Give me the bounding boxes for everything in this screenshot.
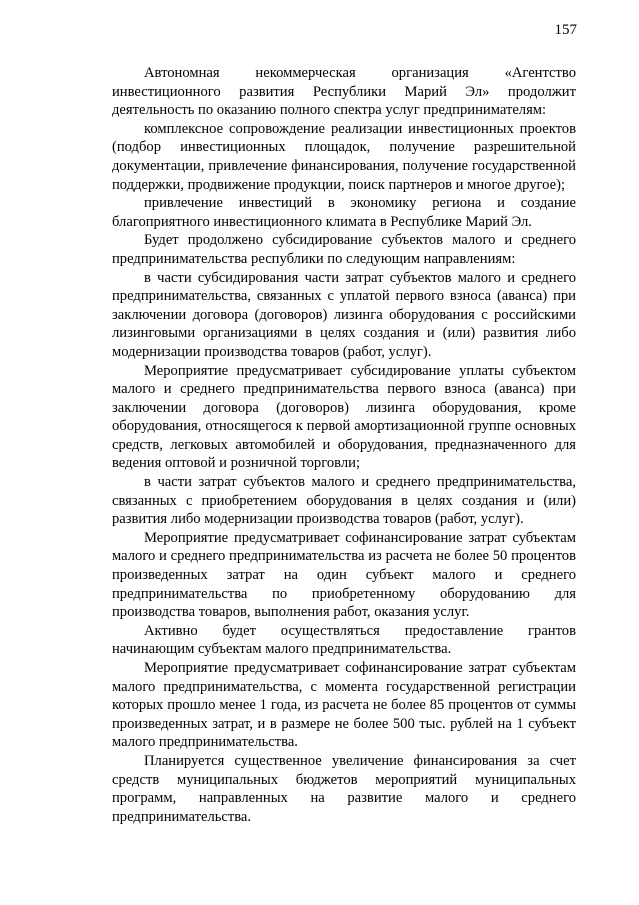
- paragraph-grant-cofinancing: Мероприятие предусматривает софинансирование затрат субъектам малого предпринимательства, с момента государственной регистрации которых прошло менее 1 года, из расчета не более 85 процентов от суммы произведенных затрат, и в размере не более 500 тыс. рублей на 1 субъект малого предпринимательства.: [112, 660, 576, 751]
- paragraph-equipment-cofinancing: Мероприятие предусматривает софинансирование затрат субъектам малого и среднего предпринимательства из расчета не более 50 процентов произведенных затрат на один субъект малого и среднего предпринимательства по приобретенному оборудованию для производства товаров, выполнения работ, оказания услуг.: [112, 529, 576, 621]
- paragraph-leasing-subsidy: в части субсидирования части затрат субъектов малого и среднего предпринимательства, связанных с уплатой первого взноса (аванса) при заключении договора (договоров) лизинга оборудования с российскими лизинговыми организациями в целях создания и (или) развития либо модернизации производства товаров (работ, услуг).: [112, 269, 576, 360]
- paragraph-agency-intro: Автономная некоммерческая организация «Агентство инвестиционного развития Республики Марий Эл» продолжит деятельность по оказанию полного спектра услуг предпринимателям:: [112, 65, 576, 119]
- page-number: 157: [554, 22, 577, 38]
- paragraph-subsidy-directions: Будет продолжено субсидирование субъектов малого и среднего предпринимательства республики по следующим направлениям:: [112, 232, 576, 267]
- paragraph-grants: Активно будет осуществляться предоставление грантов начинающим субъектам малого предпринимательства.: [112, 622, 576, 658]
- paragraph-investment-support: комплексное сопровождение реализации инвестиционных проектов (подбор инвестиционных площадок, получение разрешительной документации, привлечение финансирования, получение государственной поддержки, продвижение продукции, поиск партнеров и многое другое);: [112, 120, 576, 193]
- paragraph-municipal-funding: Планируется существенное увеличение финансирования за счет средств муниципальных бюджетов мероприятий муниципальных программ, направленных на развитие малого и среднего предпринимательства.: [112, 752, 576, 825]
- paragraph-equipment-costs: в части затрат субъектов малого и среднего предпринимательства, связанных с приобретением оборудования в целях создания и (или) развития либо модернизации производства товаров (работ, услуг).: [112, 474, 576, 528]
- paragraph-investment-climate: привлечение инвестиций в экономику региона и создание благоприятного инвестиционного климата в Республике Марий Эл.: [112, 195, 576, 230]
- document-body: [112, 64, 576, 826]
- paragraph-leasing-measure: Мероприятие предусматривает субсидирование уплаты субъектом малого и среднего предпринимательства первого взноса (аванса) при заключении договора (договоров) лизинга оборудования, кроме оборудования, относящегося к первой амортизационной группе основных средств, легковых автомобилей и оборудования, предназначенного для ведения оптовой и розничной торговли;: [112, 362, 576, 472]
